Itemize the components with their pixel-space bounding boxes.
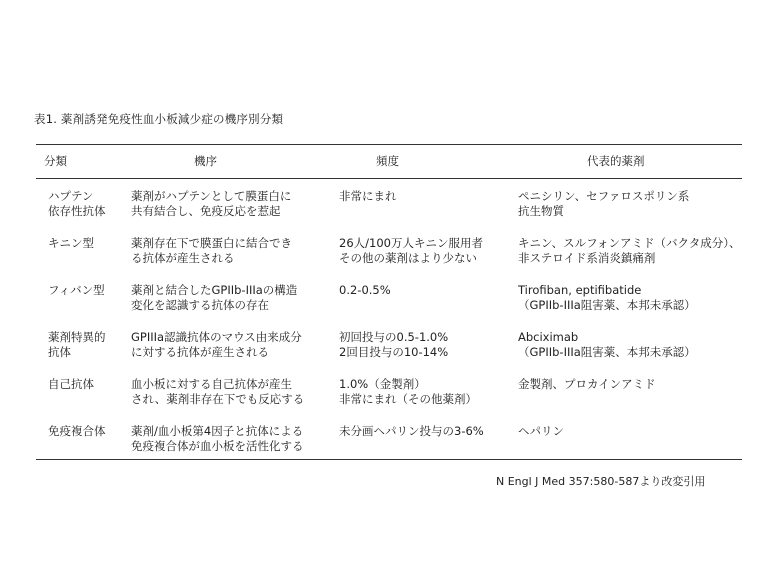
cell-mechanism-line: 共有結合し、免疫反応を惹起: [131, 204, 281, 218]
cell-drugs-line: （GPIIb-IIIa阻害薬、本邦未承認）: [518, 298, 696, 312]
cell-mechanism-line: 変化を認識する抗体の存在: [131, 298, 269, 312]
cell-drugs-line: Abciximab: [518, 330, 579, 344]
cell-mechanism-line: に対する抗体が産生される: [131, 345, 269, 359]
source-citation: N Engl J Med 357:580-587より改変引用: [496, 475, 706, 488]
cell-category-line: 免疫複合体: [48, 424, 106, 438]
cell-drugs: [518, 424, 740, 439]
cell-drugs: [518, 236, 740, 266]
cell-category-line: キニン型: [48, 236, 94, 250]
table-body: [36, 179, 742, 459]
cell-category-line: 抗体: [48, 345, 71, 359]
header-drugs: 代表的薬剤: [587, 154, 645, 168]
cell-frequency-line: 非常にまれ: [339, 189, 397, 203]
classification-table: [36, 144, 742, 460]
cell-mechanism-line: 薬剤がハプテンとして膜蛋白に: [131, 189, 292, 203]
table-header-row: [36, 145, 742, 179]
cell-mechanism: [131, 283, 331, 313]
cell-frequency-line: 未分画ヘパリン投与の3-6%: [339, 424, 484, 438]
header-mechanism: 機序: [194, 154, 217, 168]
cell-category-line: 依存性抗体: [48, 204, 106, 218]
table-caption: 表1. 薬剤誘発免疫性血小板減少症の機序別分類: [34, 112, 284, 126]
cell-drugs-line: 非ステロイド系消炎鎮痛剤: [518, 251, 656, 265]
cell-category: [48, 189, 126, 219]
cell-drugs-line: 抗生物質: [518, 204, 564, 218]
cell-frequency: [339, 283, 514, 298]
cell-drugs-line: Tirofiban, eptifibatide: [518, 283, 642, 297]
cell-frequency-line: 1.0%（金製剤）: [339, 377, 426, 391]
cell-category: [48, 330, 126, 360]
cell-frequency-line: 初回投与の0.5-1.0%: [339, 330, 449, 344]
cell-category-line: 薬剤特異的: [48, 330, 106, 344]
cell-mechanism-line: 薬剤存在下で膜蛋白に結合でき: [131, 236, 292, 250]
cell-category-line: 自己抗体: [48, 377, 94, 391]
cell-frequency-line: 0.2-0.5%: [339, 283, 391, 297]
cell-drugs-line: ヘパリン: [518, 424, 564, 438]
cell-category-line: ハプテン: [48, 189, 94, 203]
cell-drugs-line: キニン、スルフォンアミド（バクタ成分）、: [518, 236, 741, 250]
cell-category: [48, 424, 126, 439]
cell-mechanism-line: 薬剤と結合したGPIIb-IIIaの構造: [131, 283, 298, 297]
cell-frequency-line: 2回目投与の10-14%: [339, 345, 449, 359]
cell-category: [48, 377, 126, 392]
cell-frequency: [339, 330, 514, 360]
cell-category: [48, 236, 126, 251]
cell-frequency: [339, 189, 514, 204]
cell-frequency-line: 非常にまれ（その他薬剤）: [339, 392, 477, 406]
cell-drugs: [518, 377, 740, 392]
cell-frequency: [339, 424, 514, 439]
cell-mechanism: [131, 236, 331, 266]
cell-frequency: [339, 236, 514, 266]
cell-mechanism-line: 血小板に対する自己抗体が産生: [131, 377, 292, 391]
header-frequency: 頻度: [376, 154, 399, 168]
cell-mechanism-line: され、薬剤非存在下でも反応する: [131, 392, 305, 406]
cell-mechanism: [131, 189, 331, 219]
cell-drugs: [518, 330, 740, 360]
cell-drugs-line: 金製剤、プロカインアミド: [518, 377, 656, 391]
cell-category: [48, 283, 126, 298]
cell-mechanism: [131, 377, 331, 407]
cell-drugs-line: （GPIIb-IIIa阻害薬、本邦未承認）: [518, 345, 696, 359]
header-category: 分類: [44, 154, 67, 168]
cell-mechanism: [131, 330, 331, 360]
cell-frequency: [339, 377, 514, 407]
cell-mechanism-line: 薬剤/血小板第4因子と抗体による: [131, 424, 304, 438]
cell-mechanism-line: る抗体が産生される: [131, 251, 235, 265]
cell-mechanism-line: 免疫複合体が血小板を活性化する: [131, 439, 304, 453]
cell-mechanism-line: GPIIIa認識抗体のマウス由来成分: [131, 330, 302, 344]
cell-drugs: [518, 283, 740, 313]
cell-drugs: [518, 189, 740, 219]
cell-frequency-line: 26人/100万人キニン服用者: [339, 236, 483, 250]
cell-category-line: フィバン型: [48, 283, 105, 297]
cell-drugs-line: ペニシリン、セファロスポリン系: [518, 189, 690, 203]
cell-frequency-line: その他の薬剤はより少ない: [339, 251, 477, 265]
cell-mechanism: [131, 424, 331, 454]
